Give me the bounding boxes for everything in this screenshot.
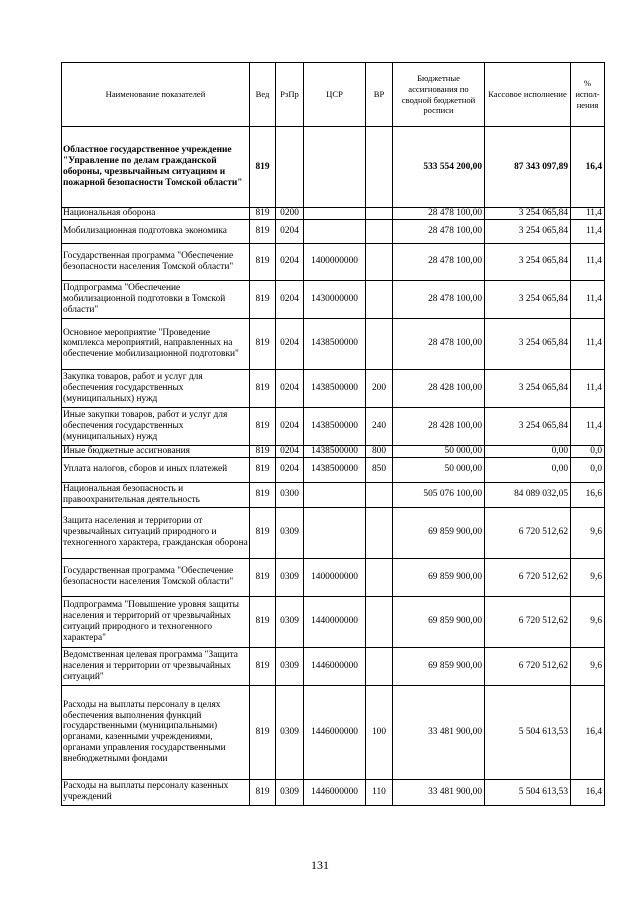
cell-rzpr: 0309 (276, 596, 304, 647)
cell-budget: 28 478 100,00 (393, 243, 485, 280)
cell-vr (366, 243, 393, 280)
budget-table-container (61, 62, 604, 806)
cell-name: Расходы на выплаты персоналу в целях обеспечения выполнения функций государственными (муниципальными) органами, казенными учреждениями, органами управления государственными внебюджетными фондами (62, 685, 250, 779)
cell-pct: 11,4 (571, 280, 605, 318)
cell-budget: 28 478 100,00 (393, 280, 485, 318)
table-row (62, 127, 605, 208)
header-cash: Кассовое исполнение (485, 63, 571, 127)
cell-cash: 6 720 512,62 (485, 596, 571, 647)
table-row (62, 280, 605, 318)
cell-name: Защита населения и территории от чрезвычайных ситуаций природного и техногенного характера, гражданская оборона (62, 507, 250, 558)
cell-ved: 819 (250, 596, 276, 647)
header-csr: ЦСР (304, 63, 366, 127)
cell-pct: 0,0 (571, 445, 605, 457)
cell-vr (366, 558, 393, 596)
cell-name: Основное мероприятие "Проведение комплекса мероприятий, направленных на обеспечение мобилизационной подготовки" (62, 318, 250, 369)
cell-ved: 819 (250, 208, 276, 220)
cell-ved: 819 (250, 369, 276, 407)
cell-rzpr: 0200 (276, 208, 304, 220)
budget-execution-table (61, 62, 605, 806)
cell-vr (366, 280, 393, 318)
cell-budget: 28 428 100,00 (393, 369, 485, 407)
cell-vr: 240 (366, 407, 393, 445)
cell-rzpr: 0204 (276, 445, 304, 457)
cell-rzpr: 0309 (276, 558, 304, 596)
cell-ved: 819 (250, 243, 276, 280)
cell-cash: 6 720 512,62 (485, 647, 571, 685)
cell-csr (304, 208, 366, 220)
cell-name: Национальная безопасность и правоохранительная деятельность (62, 482, 250, 507)
table-row (62, 219, 605, 243)
header-pct: % испол-нения (571, 63, 605, 127)
cell-budget: 69 859 900,00 (393, 647, 485, 685)
cell-csr: 1438500000 (304, 369, 366, 407)
cell-cash: 6 720 512,62 (485, 507, 571, 558)
table-row (62, 558, 605, 596)
cell-ved: 819 (250, 685, 276, 779)
cell-cash: 3 254 065,84 (485, 280, 571, 318)
cell-pct: 0,0 (571, 457, 605, 482)
cell-cash: 3 254 065,84 (485, 208, 571, 220)
header-rzpr: РзПр (276, 63, 304, 127)
cell-csr: 1446000000 (304, 647, 366, 685)
table-row (62, 779, 605, 805)
cell-csr: 1400000000 (304, 558, 366, 596)
cell-cash: 3 254 065,84 (485, 318, 571, 369)
cell-csr (304, 127, 366, 208)
cell-cash: 3 254 065,84 (485, 243, 571, 280)
cell-vr (366, 219, 393, 243)
cell-cash: 87 343 097,89 (485, 127, 571, 208)
cell-budget: 28 428 100,00 (393, 407, 485, 445)
cell-ved: 819 (250, 647, 276, 685)
table-row (62, 318, 605, 369)
cell-vr: 850 (366, 457, 393, 482)
cell-budget: 505 076 100,00 (393, 482, 485, 507)
table-row (62, 445, 605, 457)
cell-ved: 819 (250, 482, 276, 507)
table-body (62, 127, 605, 806)
cell-name: Закупка товаров, работ и услуг для обеспечения государственных (муниципальных) нужд (62, 369, 250, 407)
header-row (62, 63, 605, 127)
cell-rzpr: 0204 (276, 407, 304, 445)
cell-csr: 1440000000 (304, 596, 366, 647)
cell-pct: 9,6 (571, 507, 605, 558)
cell-vr (366, 507, 393, 558)
cell-rzpr: 0204 (276, 457, 304, 482)
cell-pct: 16,6 (571, 482, 605, 507)
header-budget: Бюджетные ассигнования по сводной бюджетной росписи (393, 63, 485, 127)
cell-pct: 11,4 (571, 369, 605, 407)
cell-pct: 11,4 (571, 407, 605, 445)
cell-pct: 11,4 (571, 208, 605, 220)
cell-cash: 3 254 065,84 (485, 369, 571, 407)
cell-ved: 819 (250, 318, 276, 369)
cell-pct: 16,4 (571, 685, 605, 779)
table-row (62, 596, 605, 647)
cell-csr: 1446000000 (304, 779, 366, 805)
cell-rzpr: 0300 (276, 482, 304, 507)
cell-budget: 28 478 100,00 (393, 318, 485, 369)
cell-rzpr: 0309 (276, 507, 304, 558)
cell-rzpr: 0309 (276, 647, 304, 685)
cell-csr: 1438500000 (304, 457, 366, 482)
cell-cash: 3 254 065,84 (485, 219, 571, 243)
cell-csr: 1446000000 (304, 685, 366, 779)
cell-name: Ведомственная целевая программа "Защита населения и территории от чрезвычайных ситуаций" (62, 647, 250, 685)
cell-budget: 28 478 100,00 (393, 208, 485, 220)
cell-rzpr: 0309 (276, 779, 304, 805)
cell-pct: 9,6 (571, 647, 605, 685)
cell-name: Подпрограмма "Повышение уровня защиты населения и территорий от чрезвычайных ситуаций природного и техногенного характера" (62, 596, 250, 647)
cell-vr: 110 (366, 779, 393, 805)
cell-name: Государственная программа "Обеспечение безопасности населения Томской области" (62, 243, 250, 280)
cell-vr: 200 (366, 369, 393, 407)
cell-budget: 28 478 100,00 (393, 219, 485, 243)
cell-name: Государственная программа "Обеспечение безопасности населения Томской области" (62, 558, 250, 596)
cell-name: Подпрограмма "Обеспечение мобилизационной подготовки в Томской области" (62, 280, 250, 318)
header-ved: Вед (250, 63, 276, 127)
cell-ved: 819 (250, 779, 276, 805)
cell-budget: 69 859 900,00 (393, 596, 485, 647)
table-row (62, 482, 605, 507)
cell-csr: 1400000000 (304, 243, 366, 280)
cell-rzpr: 0204 (276, 280, 304, 318)
cell-cash: 5 504 613,53 (485, 779, 571, 805)
cell-cash: 3 254 065,84 (485, 407, 571, 445)
cell-vr (366, 127, 393, 208)
cell-vr (366, 596, 393, 647)
cell-pct: 11,4 (571, 243, 605, 280)
table-row (62, 647, 605, 685)
cell-budget: 33 481 900,00 (393, 685, 485, 779)
cell-cash: 5 504 613,53 (485, 685, 571, 779)
cell-name: Уплата налогов, сборов и иных платежей (62, 457, 250, 482)
cell-rzpr: 0204 (276, 219, 304, 243)
cell-vr (366, 208, 393, 220)
cell-ved: 819 (250, 280, 276, 318)
cell-ved: 819 (250, 407, 276, 445)
cell-vr: 100 (366, 685, 393, 779)
table-row (62, 208, 605, 220)
header-name: Наименование показателей (62, 63, 250, 127)
cell-budget: 33 481 900,00 (393, 779, 485, 805)
cell-name: Национальная оборона (62, 208, 250, 220)
cell-rzpr: 0204 (276, 318, 304, 369)
cell-pct: 16,4 (571, 779, 605, 805)
cell-cash: 0,00 (485, 445, 571, 457)
cell-cash: 6 720 512,62 (485, 558, 571, 596)
table-row (62, 369, 605, 407)
cell-pct: 11,4 (571, 318, 605, 369)
cell-vr (366, 482, 393, 507)
cell-name: Иные закупки товаров, работ и услуг для обеспечения государственных (муниципальных) нужд (62, 407, 250, 445)
cell-ved: 819 (250, 445, 276, 457)
cell-pct: 9,6 (571, 596, 605, 647)
cell-name: Расходы на выплаты персоналу казенных учреждений (62, 779, 250, 805)
cell-csr (304, 507, 366, 558)
table-row (62, 243, 605, 280)
cell-budget: 69 859 900,00 (393, 558, 485, 596)
cell-budget: 50 000,00 (393, 457, 485, 482)
cell-ved: 819 (250, 457, 276, 482)
table-row (62, 507, 605, 558)
cell-vr (366, 647, 393, 685)
cell-csr (304, 219, 366, 243)
cell-csr (304, 482, 366, 507)
cell-csr: 1438500000 (304, 407, 366, 445)
cell-pct: 11,4 (571, 219, 605, 243)
cell-pct: 16,4 (571, 127, 605, 208)
cell-ved: 819 (250, 127, 276, 208)
cell-budget: 69 859 900,00 (393, 507, 485, 558)
cell-cash: 0,00 (485, 457, 571, 482)
cell-rzpr (276, 127, 304, 208)
cell-budget: 50 000,00 (393, 445, 485, 457)
table-row (62, 407, 605, 445)
cell-name: Иные бюджетные ассигнования (62, 445, 250, 457)
table-row (62, 457, 605, 482)
cell-vr (366, 318, 393, 369)
cell-csr: 1430000000 (304, 280, 366, 318)
cell-vr: 800 (366, 445, 393, 457)
cell-name: Мобилизационная подготовка экономика (62, 219, 250, 243)
cell-rzpr: 0204 (276, 243, 304, 280)
cell-rzpr: 0309 (276, 685, 304, 779)
cell-ved: 819 (250, 558, 276, 596)
header-vr: ВР (366, 63, 393, 127)
cell-cash: 84 089 032,05 (485, 482, 571, 507)
cell-csr: 1438500000 (304, 445, 366, 457)
cell-rzpr: 0204 (276, 369, 304, 407)
cell-budget: 533 554 200,00 (393, 127, 485, 208)
cell-ved: 819 (250, 507, 276, 558)
cell-pct: 9,6 (571, 558, 605, 596)
cell-name: Областное государственное учреждение "Управление по делам гражданской обороны, чрезвычайным ситуациям и пожарной безопасности Томской области" (62, 127, 250, 208)
table-row (62, 685, 605, 779)
page-number: 131 (311, 858, 329, 872)
cell-ved: 819 (250, 219, 276, 243)
cell-csr: 1438500000 (304, 318, 366, 369)
